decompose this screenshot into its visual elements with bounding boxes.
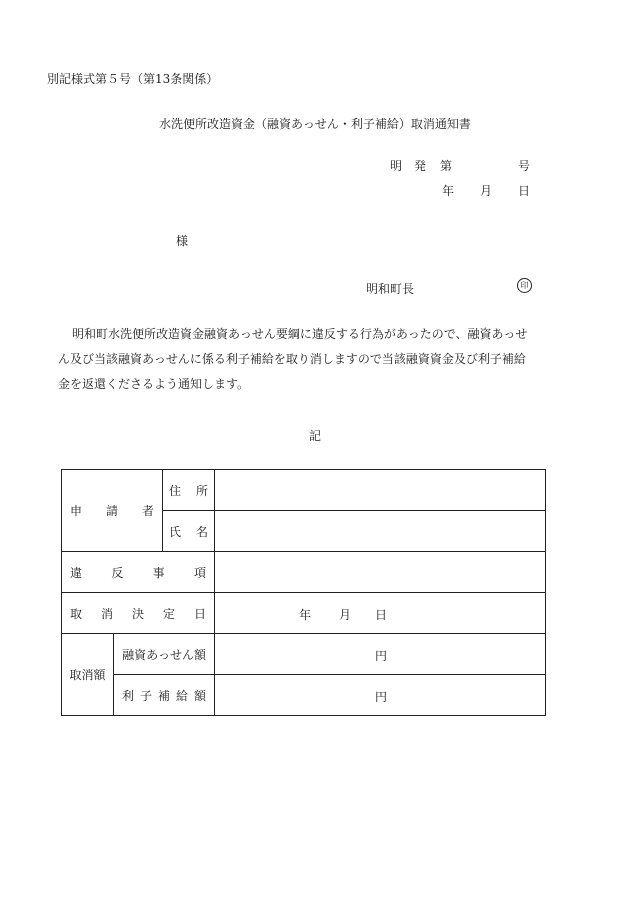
body-line-2: ん及び当該融資あっせんに係る利子補給を取り消しますので当該融資資金及び利子補給	[58, 352, 526, 366]
issue-go: 号	[518, 159, 531, 173]
loan-amount-field[interactable]	[215, 634, 546, 675]
form-reference: 別記様式第５号（第13条関係）	[47, 72, 219, 86]
loan-amount-label: 融資あっせん額	[114, 634, 215, 675]
interest-yen: 円	[375, 690, 388, 704]
interest-field[interactable]	[215, 675, 546, 716]
body-line-1: 明和町水洗便所改造資金融資あっせん要綱に違反する行為があったので、融資あっせ	[72, 327, 528, 341]
cancel-amount-label: 取消額	[62, 634, 114, 716]
issue-month: 月	[480, 184, 493, 198]
seal-mark-icon: 印	[517, 278, 532, 293]
recipient-honorific: 様	[176, 234, 189, 248]
issue-prefix: 明 発	[390, 159, 427, 173]
name-field[interactable]	[215, 511, 546, 552]
cancel-year: 年	[299, 608, 312, 622]
table-row	[62, 675, 546, 716]
cancel-month: 月	[339, 608, 352, 622]
cancel-date-label: 取 消 決 定 日	[62, 593, 215, 634]
document-title: 水洗便所改造資金（融資あっせん・利子補給）取消通知書	[159, 117, 471, 131]
violation-label: 違 反 事 項	[62, 552, 215, 593]
details-table	[61, 469, 546, 716]
address-field[interactable]	[215, 470, 546, 511]
issuer-name: 明和町長	[366, 282, 415, 296]
issue-day: 日	[518, 184, 531, 198]
applicant-text: 申 請 者	[70, 504, 155, 518]
body-line-3: 金を返還くださるよう通知します。	[58, 377, 250, 391]
cancel-day: 日	[375, 608, 388, 622]
violation-field[interactable]	[215, 552, 546, 593]
issue-dai: 第	[440, 159, 453, 173]
table-row	[62, 470, 546, 511]
table-row	[62, 552, 546, 593]
cancel-date-field[interactable]	[215, 593, 546, 634]
loan-yen: 円	[375, 649, 388, 663]
address-label: 住 所	[163, 470, 215, 511]
table-row	[62, 634, 546, 675]
issue-year: 年	[442, 184, 455, 198]
applicant-label	[62, 470, 163, 552]
table-row	[62, 593, 546, 634]
ki-heading: 記	[308, 429, 321, 443]
name-label: 氏 名	[163, 511, 215, 552]
notice-body	[58, 322, 578, 397]
interest-label: 利 子 補 給 額	[114, 675, 215, 716]
